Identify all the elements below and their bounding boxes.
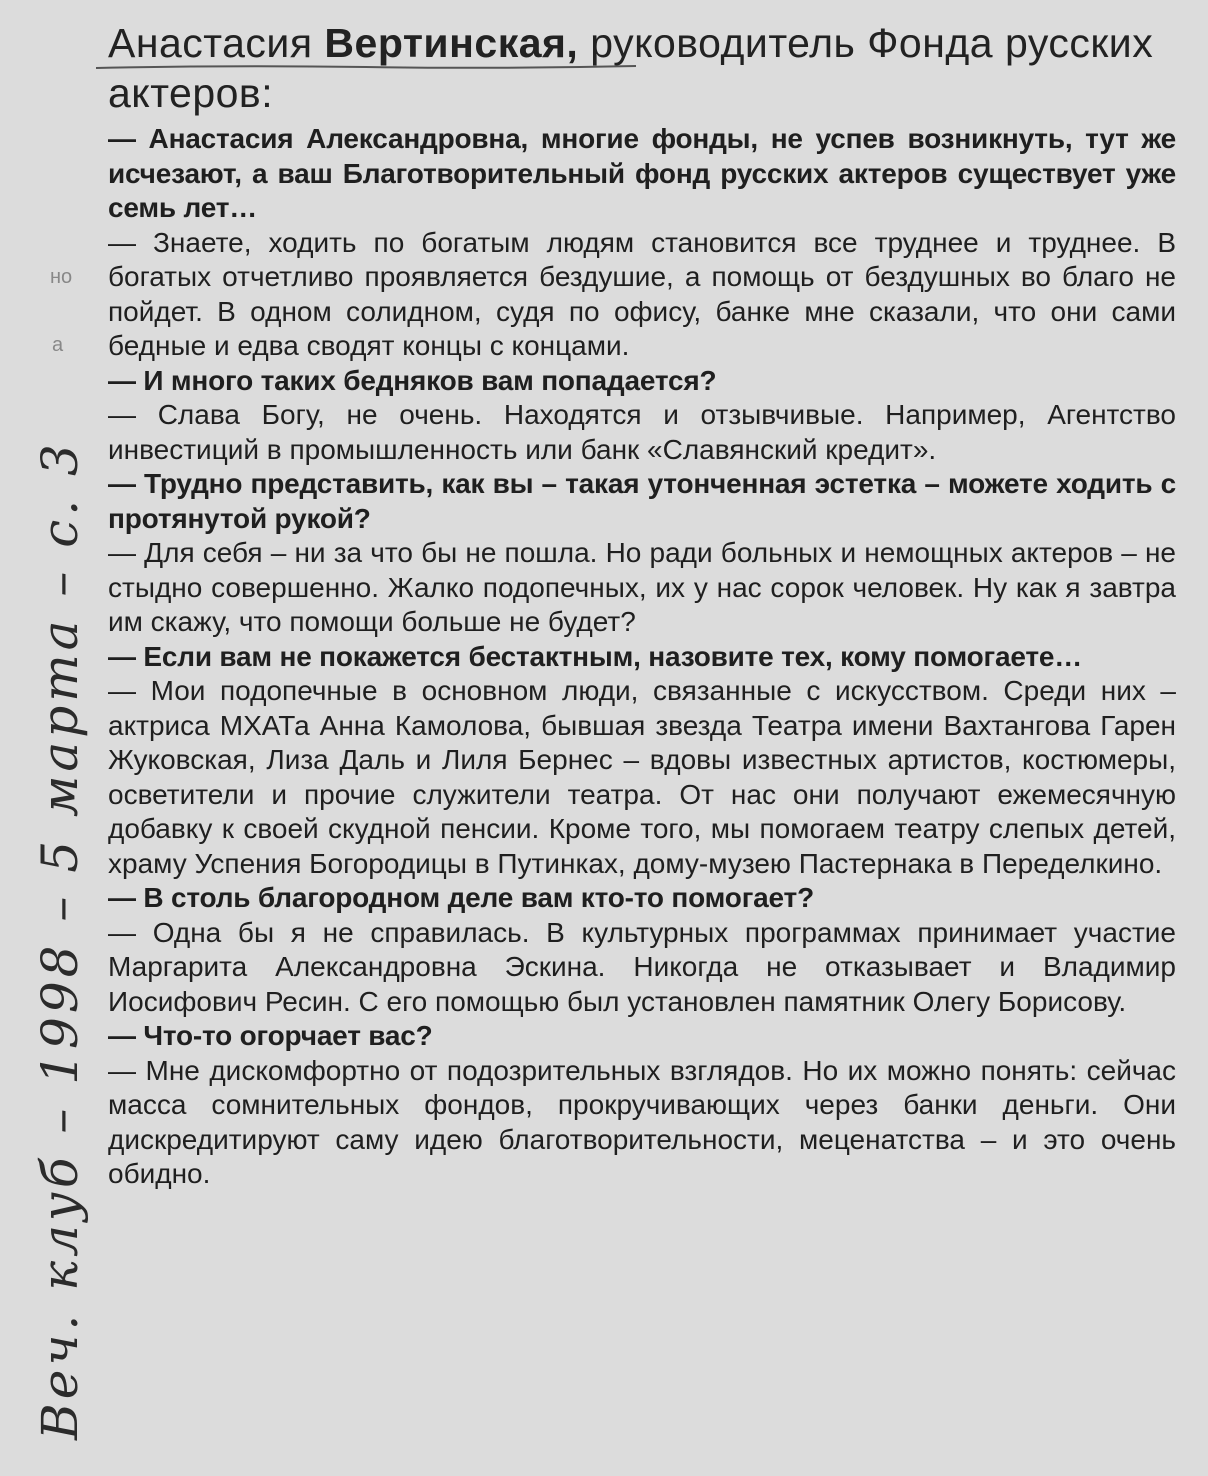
handwritten-source-note: Веч. клуб – 1998 – 5 марта – с. 3 bbox=[31, 440, 89, 1440]
interview-question: — Что-то огорчает вас? bbox=[108, 1020, 433, 1051]
article-column bbox=[108, 18, 1176, 1192]
interview-answer: — Слава Богу, не очень. Находятся и отзывчивые. Например, Агентство инвестиций в промышленность или банк «Славянский кредит». bbox=[108, 399, 1176, 465]
interview-answer: — Мне дискомфортно от подозрительных взглядов. Но их можно понять: сейчас масса сомнительных фондов, прокручивающих через банки деньги. Они дискредитируют саму идею благотворительности, меценатства – и это очень обидно. bbox=[108, 1054, 1176, 1189]
interview-answer: — Для себя – ни за что бы не пошла. Но ради больных и немощных актеров – не стыдно совершенно. Жалко подопечных, их у нас сорок человек. Ну как я завтра им скажу, что помощи больше не будет? bbox=[108, 537, 1176, 637]
interview-answer: — Одна бы я не справилась. В культурных программах принимает участие Маргарита Александровна Эскина. Никогда не отказывает и Владимир Иосифович Ресин. С его помощью был установлен памятник Олегу Борисову. bbox=[108, 916, 1176, 1017]
interview-question: — Анастасия Александровна, многие фонды, не успев возникнуть, тут же исчезают, а ваш Благотворительный фонд русских актеров существует уже семь лет… bbox=[108, 123, 1176, 223]
interview-question: — И много таких бедняков вам попадается? bbox=[108, 364, 717, 396]
interview-answer: — Знаете, ходить по богатым людям становится все труднее и труднее. В богатых отчетливо проявляется бездушие, а помощь от бездушных во благо не пойдет. В одном солидном, судя по офису, банке мне сказали, что они сами бедные и едва сводят концы с концами. bbox=[108, 226, 1176, 361]
headline-last-name: Вертинская, bbox=[324, 20, 579, 66]
interview-question: — Трудно представить, как вы – такая утонченная эстетка – можете ходить с протянутой рукой? bbox=[108, 468, 1176, 534]
interview-answer: — Мои подопечные в основном люди, связанные с искусством. Среди них – актриса МХАТа Анна Камолова, бывшая звезда Театра имени Вахтангова Гарен Жуковская, Лиза Даль и Лиля Бернес – вдовы известных артистов, костюмеры, осветители и прочие служители театра. От нас они получают ежемесячную добавку к своей скудной пенсии. Кроме того, мы помогаем театру слепых детей, храму Успения Богородицы в Путинках, дому-музею Пастернака в Переделкино. bbox=[108, 675, 1176, 879]
headline-role: руководитель Фонда русских актеров: bbox=[108, 20, 1154, 116]
headline-first-name: Анастасия bbox=[108, 20, 313, 66]
interview-question: — В столь благородном деле вам кто-то помогает? bbox=[108, 882, 814, 913]
margin-fragment: но bbox=[50, 266, 73, 288]
margin-fragment: а bbox=[52, 334, 64, 356]
pen-underline bbox=[96, 64, 636, 70]
interview-question: — Если вам не покажется бестактным, назовите тех, кому помогаете… bbox=[108, 640, 1083, 672]
interview-body bbox=[108, 122, 1176, 1192]
